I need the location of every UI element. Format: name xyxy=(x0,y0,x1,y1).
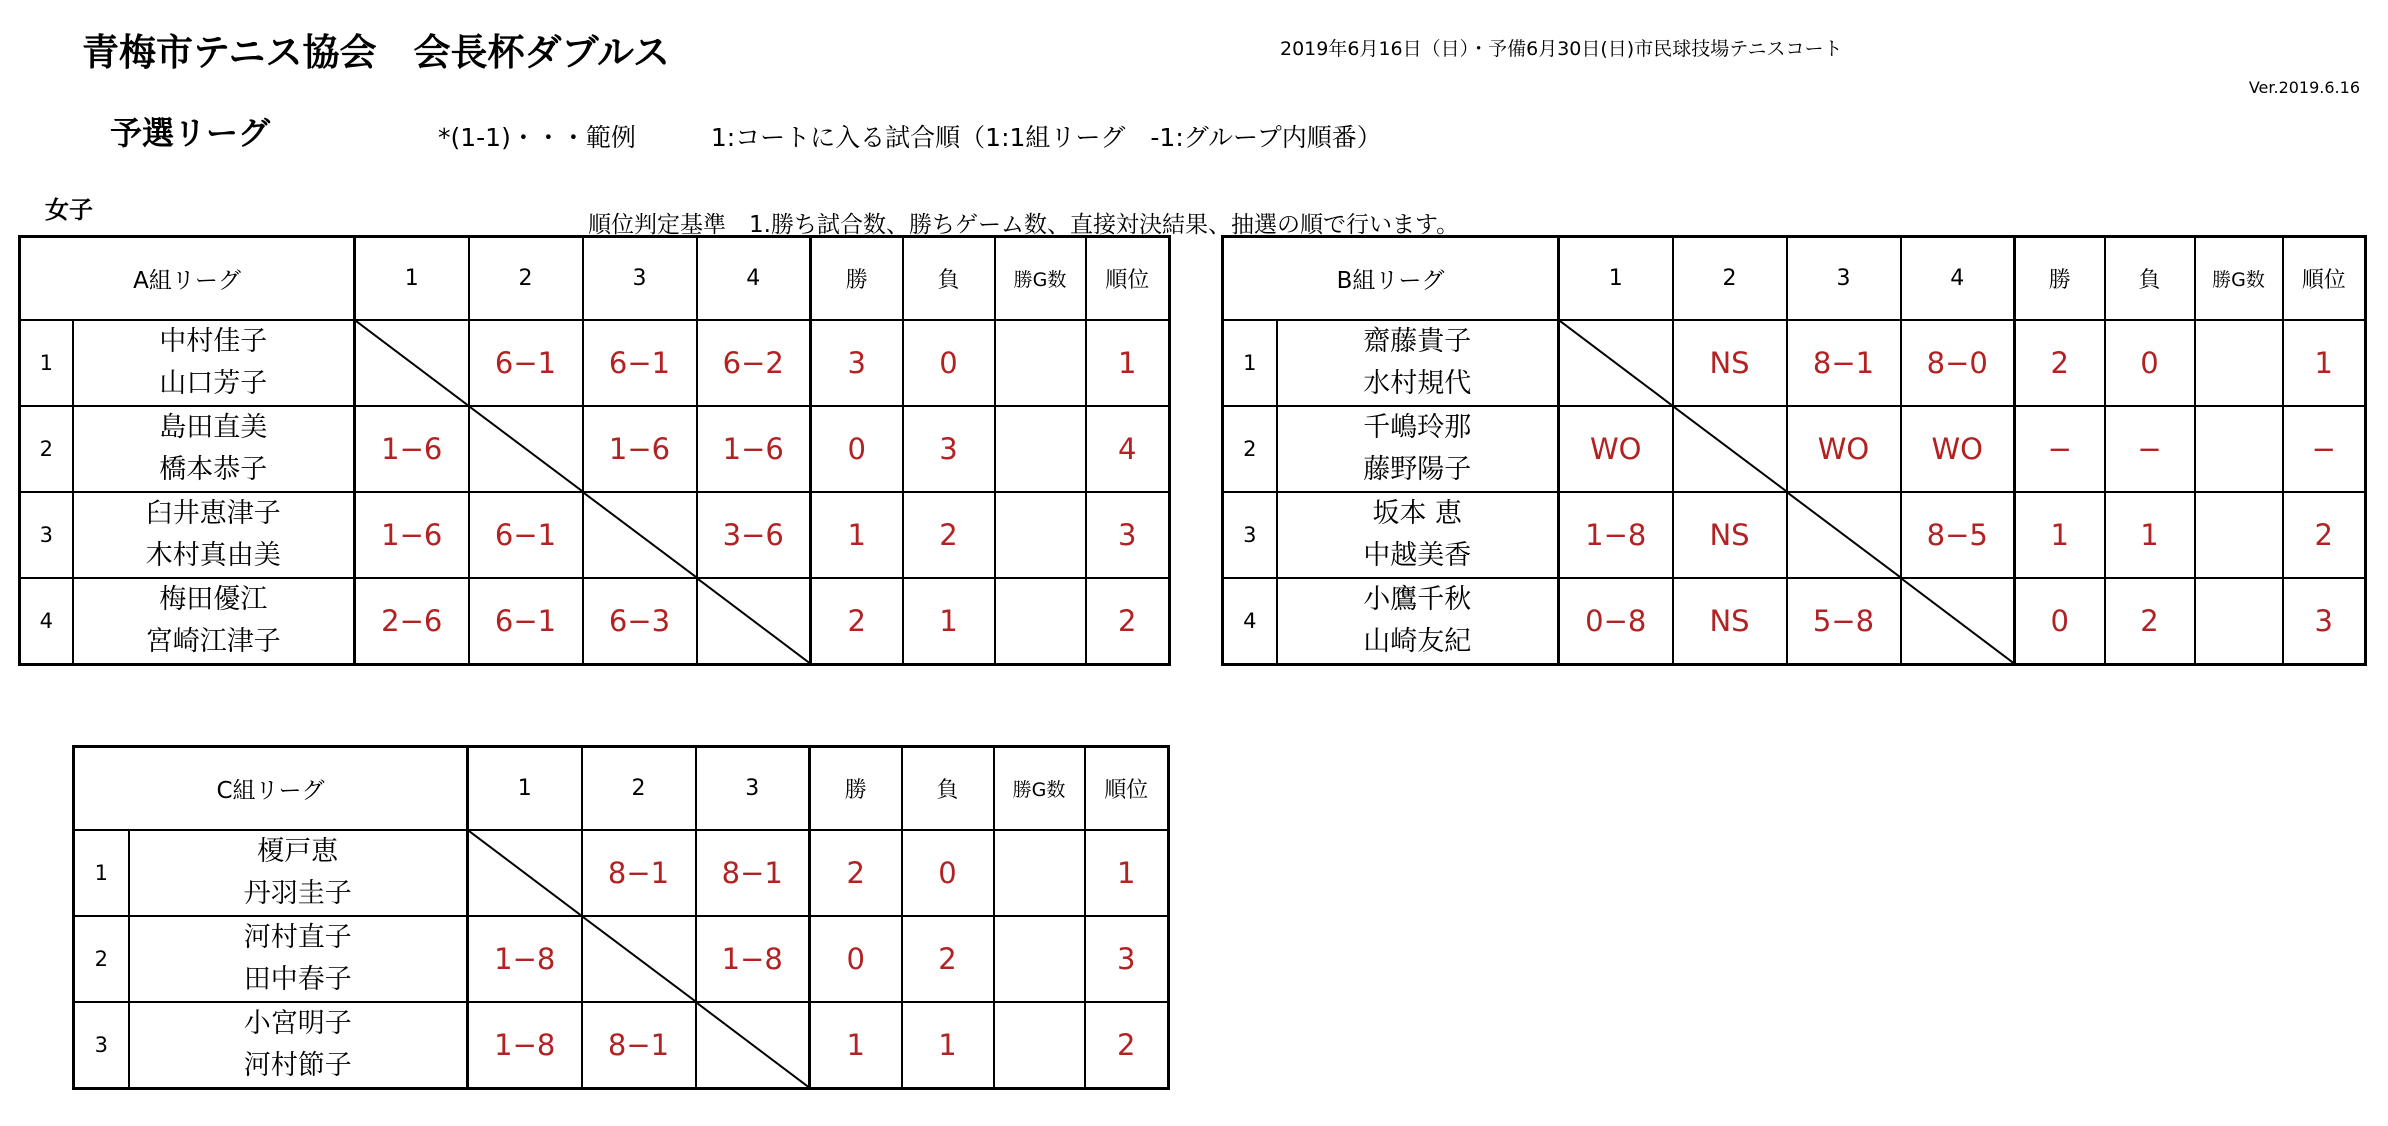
rank-header: 順位 xyxy=(1085,747,1169,831)
rank-value: 3 xyxy=(2283,578,2366,665)
games-count xyxy=(995,578,1086,665)
player-name: 水村規代 xyxy=(1363,368,1472,399)
win-count: 2 xyxy=(811,578,903,665)
games-count xyxy=(995,320,1086,406)
diagonal-slash xyxy=(469,831,581,915)
row-number: 3 xyxy=(74,1002,129,1089)
table-row xyxy=(74,830,1169,916)
games-count xyxy=(995,406,1086,492)
diagonal-slash xyxy=(698,579,810,663)
games-count xyxy=(2195,492,2283,578)
player-name: 千嶋玲那 xyxy=(1363,412,1472,443)
col-header: 4 xyxy=(697,237,811,321)
diagonal-slash xyxy=(1902,579,2014,663)
score-cell: NS xyxy=(1673,578,1787,665)
table-row xyxy=(20,578,1170,665)
score-cell: 8−1 xyxy=(582,830,696,916)
col-header: 2 xyxy=(582,747,696,831)
games-count xyxy=(994,916,1085,1002)
player-name: 坂本 恵 xyxy=(1372,498,1463,529)
score-cell: 5−8 xyxy=(1787,578,1901,665)
table-row xyxy=(74,1002,1169,1089)
win-count: 3 xyxy=(811,320,903,406)
row-number: 1 xyxy=(74,830,129,916)
pair-names xyxy=(1277,320,1559,406)
pair-names xyxy=(73,492,355,578)
pair-names xyxy=(73,320,355,406)
diagonal-slash xyxy=(583,917,695,1001)
diagonal-slash xyxy=(697,1003,809,1087)
player-name: 河村節子 xyxy=(243,1050,352,1081)
player-name: 丹羽圭子 xyxy=(243,878,352,909)
win-count: − xyxy=(2015,406,2105,492)
version-label: Ver.2019.6.16 xyxy=(2248,78,2360,97)
rank-value: 4 xyxy=(1086,406,1170,492)
pair-names xyxy=(129,830,468,916)
rank-value: − xyxy=(2283,406,2366,492)
table-row xyxy=(1223,492,2366,578)
row-number: 3 xyxy=(20,492,73,578)
win-header: 勝 xyxy=(811,237,903,321)
col-header: 1 xyxy=(1559,237,1673,321)
player-name: 島田直美 xyxy=(159,412,268,443)
diagonal-cell xyxy=(697,578,811,665)
diagonal-cell xyxy=(1673,406,1787,492)
score-cell: 1−8 xyxy=(468,916,582,1002)
pair-names xyxy=(129,1002,468,1089)
diagonal-cell xyxy=(582,916,696,1002)
diagonal-line xyxy=(584,493,696,577)
score-cell: 8−1 xyxy=(696,830,810,916)
loss-count: 3 xyxy=(903,406,995,492)
player-name: 臼井恵津子 xyxy=(145,498,281,529)
score-cell: WO xyxy=(1787,406,1901,492)
rank-header: 順位 xyxy=(1086,237,1170,321)
loss-header: 負 xyxy=(902,747,994,831)
games-count xyxy=(2195,320,2283,406)
player-name: 木村真由美 xyxy=(145,540,281,571)
col-header: 1 xyxy=(468,747,582,831)
loss-count: 2 xyxy=(903,492,995,578)
loss-header: 負 xyxy=(903,237,995,321)
diagonal-slash xyxy=(356,321,468,405)
row-number: 2 xyxy=(74,916,129,1002)
diagonal-slash xyxy=(1674,407,1786,491)
rank-value: 1 xyxy=(1086,320,1170,406)
win-count: 1 xyxy=(2015,492,2105,578)
league-name: B組リーグ xyxy=(1223,237,1559,321)
diagonal-line xyxy=(698,579,810,663)
diagonal-cell xyxy=(583,492,697,578)
table-row xyxy=(1223,406,2366,492)
score-cell: 6−1 xyxy=(469,578,583,665)
player-name: 橋本恭子 xyxy=(159,454,268,485)
section-title: 予選リーグ xyxy=(110,114,271,152)
rank-value: 1 xyxy=(1085,830,1169,916)
diagonal-cell xyxy=(469,406,583,492)
loss-count: 0 xyxy=(2105,320,2195,406)
diagonal-line xyxy=(470,407,582,491)
rank-value: 1 xyxy=(2283,320,2366,406)
win-count: 2 xyxy=(2015,320,2105,406)
player-name: 榎戸恵 xyxy=(257,836,339,867)
diagonal-slash xyxy=(1560,321,1672,405)
player-name: 小鷹千秋 xyxy=(1363,584,1472,615)
games-header: 勝G数 xyxy=(2195,237,2283,321)
pair-names xyxy=(73,578,355,665)
diagonal-cell xyxy=(1901,578,2015,665)
score-cell: 8−0 xyxy=(1901,320,2015,406)
diagonal-line xyxy=(356,321,468,405)
player-name: 山口芳子 xyxy=(159,368,268,399)
score-cell: 2−6 xyxy=(355,578,469,665)
player-name: 齋藤貴子 xyxy=(1363,326,1472,357)
score-cell: 1−6 xyxy=(583,406,697,492)
rank-value: 2 xyxy=(1085,1002,1169,1089)
diagonal-slash xyxy=(470,407,582,491)
loss-count: − xyxy=(2105,406,2195,492)
player-name: 宮崎江津子 xyxy=(145,626,281,657)
loss-count: 2 xyxy=(902,916,994,1002)
row-number: 1 xyxy=(1223,320,1277,406)
score-cell: WO xyxy=(1901,406,2015,492)
loss-header: 負 xyxy=(2105,237,2195,321)
table-row xyxy=(20,320,1170,406)
pair-names xyxy=(1277,406,1559,492)
score-cell: 6−3 xyxy=(583,578,697,665)
row-number: 1 xyxy=(20,320,73,406)
diagonal-slash xyxy=(584,493,696,577)
col-header: 2 xyxy=(1673,237,1787,321)
rank-header: 順位 xyxy=(2283,237,2366,321)
games-header: 勝G数 xyxy=(994,747,1085,831)
league-a-table xyxy=(18,235,1171,666)
win-count: 0 xyxy=(2015,578,2105,665)
player-name: 河村直子 xyxy=(243,922,352,953)
score-cell: 1−8 xyxy=(468,1002,582,1089)
diagonal-line xyxy=(583,917,695,1001)
win-count: 0 xyxy=(811,406,903,492)
win-header: 勝 xyxy=(810,747,902,831)
win-count: 0 xyxy=(810,916,902,1002)
score-cell: 8−1 xyxy=(1787,320,1901,406)
score-cell: 3−6 xyxy=(697,492,811,578)
league-name: C組リーグ xyxy=(74,747,468,831)
score-cell: 1−8 xyxy=(1559,492,1673,578)
score-cell: 0−8 xyxy=(1559,578,1673,665)
player-name: 藤野陽子 xyxy=(1363,454,1472,485)
pair-names xyxy=(73,406,355,492)
rank-value: 3 xyxy=(1086,492,1170,578)
league-name: A組リーグ xyxy=(20,237,355,321)
player-name: 田中春子 xyxy=(243,964,352,995)
player-name: 梅田優江 xyxy=(159,584,268,615)
table-row xyxy=(20,406,1170,492)
score-cell: 1−8 xyxy=(696,916,810,1002)
score-cell: 6−1 xyxy=(583,320,697,406)
pair-names xyxy=(1277,492,1559,578)
category-label: 女子 xyxy=(45,196,93,224)
score-cell: 6−1 xyxy=(469,320,583,406)
col-header: 3 xyxy=(1787,237,1901,321)
diagonal-line xyxy=(697,1003,809,1087)
loss-count: 0 xyxy=(903,320,995,406)
page-title: 青梅市テニス協会 会長杯ダブルス xyxy=(82,31,670,74)
league-c-table xyxy=(72,745,1170,1090)
score-cell: 1−6 xyxy=(697,406,811,492)
rank-value: 2 xyxy=(1086,578,1170,665)
diagonal-line xyxy=(1674,407,1786,491)
loss-count: 1 xyxy=(2105,492,2195,578)
games-count xyxy=(994,1002,1085,1089)
row-number: 4 xyxy=(20,578,73,665)
table-row xyxy=(1223,578,2366,665)
score-cell: 1−6 xyxy=(355,492,469,578)
score-cell: 6−1 xyxy=(469,492,583,578)
diagonal-line xyxy=(1788,493,1900,577)
col-header: 3 xyxy=(583,237,697,321)
score-cell: WO xyxy=(1559,406,1673,492)
diagonal-line xyxy=(469,831,581,915)
diagonal-cell xyxy=(355,320,469,406)
loss-count: 1 xyxy=(902,1002,994,1089)
diagonal-slash xyxy=(1788,493,1900,577)
score-cell: 8−1 xyxy=(582,1002,696,1089)
diagonal-cell xyxy=(468,830,582,916)
diagonal-line xyxy=(1902,579,2014,663)
score-cell: 8−5 xyxy=(1901,492,2015,578)
rank-value: 2 xyxy=(2283,492,2366,578)
score-cell: NS xyxy=(1673,492,1787,578)
col-header: 1 xyxy=(355,237,469,321)
ranking-criteria: 順位判定基準 1.勝ち試合数、勝ちゲーム数、直接対決結果、抽選の順で行います。 xyxy=(588,212,1460,238)
col-header: 2 xyxy=(469,237,583,321)
score-cell: 1−6 xyxy=(355,406,469,492)
score-cell: 6−2 xyxy=(697,320,811,406)
diagonal-cell xyxy=(1559,320,1673,406)
score-cell: NS xyxy=(1673,320,1787,406)
table-row xyxy=(74,916,1169,1002)
row-number: 4 xyxy=(1223,578,1277,665)
table-row xyxy=(20,492,1170,578)
player-name: 山崎友紀 xyxy=(1363,626,1472,657)
row-number: 2 xyxy=(20,406,73,492)
event-date: 2019年6月16日（日）・予備6月30日(日)市民球技場テニスコート xyxy=(1280,38,1843,60)
player-name: 中村佳子 xyxy=(159,326,268,357)
diagonal-line xyxy=(1560,321,1672,405)
loss-count: 0 xyxy=(902,830,994,916)
games-count xyxy=(2195,406,2283,492)
games-count xyxy=(994,830,1085,916)
row-number: 2 xyxy=(1223,406,1277,492)
col-header: 3 xyxy=(696,747,810,831)
win-count: 1 xyxy=(810,1002,902,1089)
table-row xyxy=(1223,320,2366,406)
games-count xyxy=(2195,578,2283,665)
loss-count: 1 xyxy=(903,578,995,665)
win-count: 1 xyxy=(811,492,903,578)
games-count xyxy=(995,492,1086,578)
col-header: 4 xyxy=(1901,237,2015,321)
league-b-table xyxy=(1221,235,2367,666)
row-number: 3 xyxy=(1223,492,1277,578)
rank-value: 3 xyxy=(1085,916,1169,1002)
pair-names xyxy=(129,916,468,1002)
diagonal-cell xyxy=(696,1002,810,1089)
diagonal-cell xyxy=(1787,492,1901,578)
player-name: 小宮明子 xyxy=(243,1008,352,1039)
legend-note: *(1-1)・・・範例 1:コートに入る試合順（1:1組リーグ -1:グループ内順番） xyxy=(438,123,1382,152)
win-header: 勝 xyxy=(2015,237,2105,321)
loss-count: 2 xyxy=(2105,578,2195,665)
games-header: 勝G数 xyxy=(995,237,1086,321)
player-name: 中越美香 xyxy=(1363,540,1472,571)
win-count: 2 xyxy=(810,830,902,916)
pair-names xyxy=(1277,578,1559,665)
